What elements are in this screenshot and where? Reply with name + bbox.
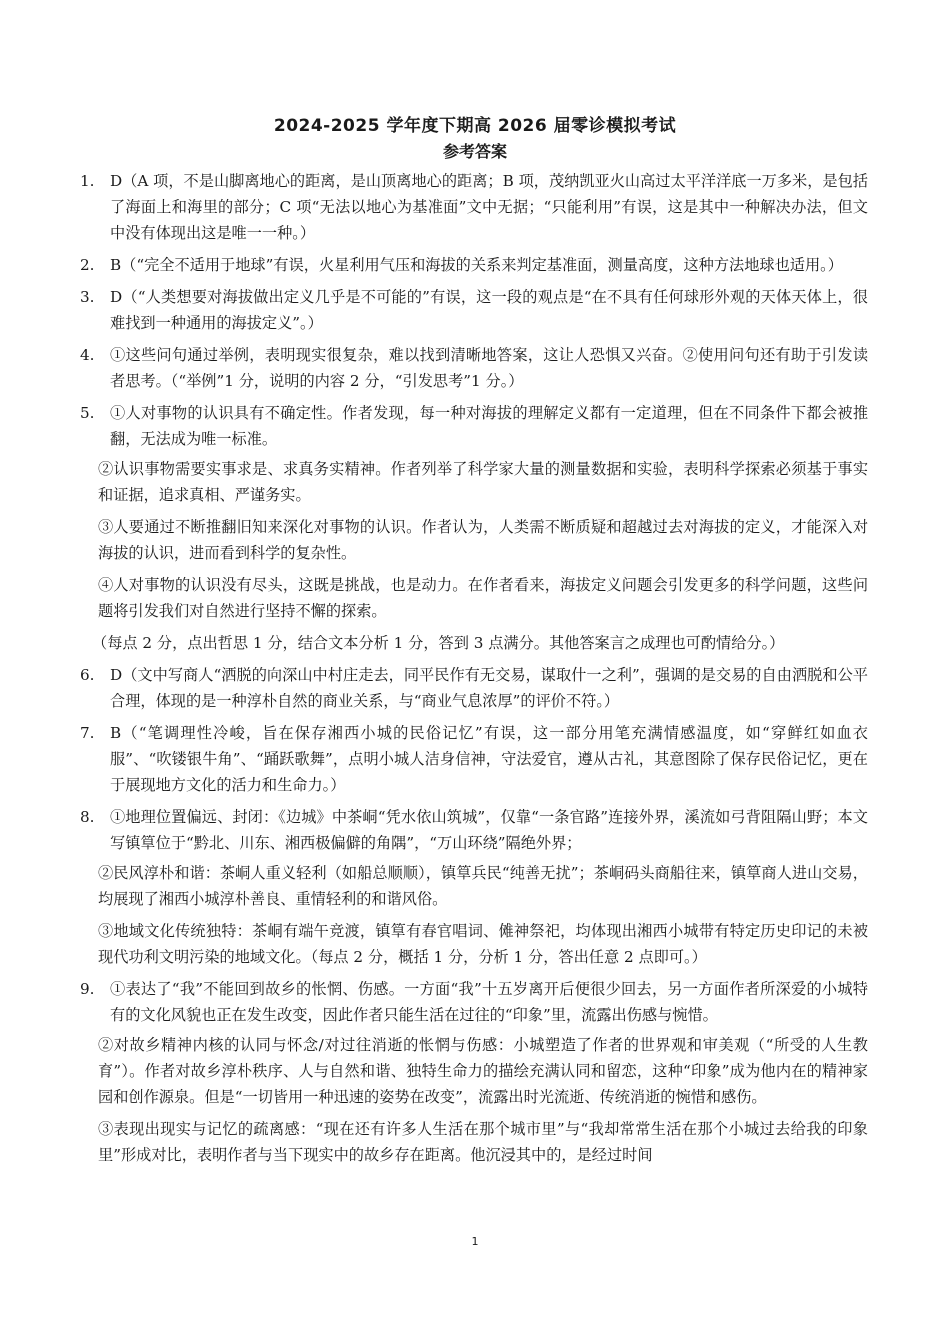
- answer-number: 5.: [80, 404, 95, 422]
- answer-item-9: [80, 976, 868, 1028]
- answer-text: ①这些问句通过举例，表明现实很复杂，难以找到清晰地答案，这让人恐惧又兴奋。②使用问句还有助于引发读者思考。（“举例”1 分，说明的内容 2 分，“引发思考”1 分。）: [110, 346, 868, 390]
- answer-number: 4.: [80, 346, 95, 364]
- answer-number: 3.: [80, 288, 95, 306]
- answer-item-8: [80, 804, 868, 856]
- answer-text: B（“完全不适用于地球”有误，火星利用气压和海拔的关系来判定基准面，测量高度，这种方法地球也适用。）: [110, 256, 843, 274]
- answer-item-1: [80, 168, 868, 246]
- answer-item-2: [80, 252, 868, 278]
- answer-point: ③人要通过不断推翻旧知来深化对事物的认识。作者认为，人类需不断质疑和超越过去对海拔的定义，才能深入对海拔的认识，进而看到科学的复杂性。: [98, 518, 868, 562]
- answer-point: ①人对事物的认识具有不确定性。作者发现，每一种对海拔的理解定义都有一定道理，但在不同条件下都会被推翻，无法成为唯一标准。: [110, 404, 868, 448]
- answer-point: ②对故乡精神内核的认同与怀念/对过往消逝的怅惘与伤感：小城塑造了作者的世界观和审美观（“所受的人生教育”）。作者对故乡淳朴秩序、人与自然和谐、独特生命力的描绘充满认同和留恋，这种“印象”成为他内在的精神家园和创作源泉。但是“一切皆用一种迅速的姿势在改变”，流露出时光流逝、传统消逝的惋惜和感伤。: [98, 1036, 868, 1106]
- answer-item-4: [80, 342, 868, 394]
- answer-item-5: [80, 400, 868, 452]
- answer-number: 1.: [80, 172, 95, 190]
- answer-text: D（“人类想要对海拔做出定义几乎是不可能的”有误，这一段的观点是“在不具有任何球形外观的天体天体上，很难找到一种通用的海拔定义”。）: [110, 288, 868, 332]
- answer-point: ③地域文化传统独特：茶峒有端午竞渡，镇筸有春官唱词、傩神祭祀，均体现出湘西小城带有特定历史印记的未被现代功利文明污染的地域文化。（每点 2 分，概括 1 分，分析 1 分，答出任意 2 点即可。）: [98, 922, 868, 966]
- answer-number: 2.: [80, 256, 95, 274]
- answer-number: 7.: [80, 724, 95, 742]
- answer-point: ①表达了“我”不能回到故乡的怅惘、伤感。一方面“我”十五岁离开后便很少回去，另一方面作者所深爱的小城特有的文化风貌也正在发生改变，因此作者只能生活在过往的“印象”里，流露出伤感与惋惜。: [110, 980, 868, 1024]
- answer-point: ③表现出现实与记忆的疏离感：“现在还有许多人生活在那个城市里”与“我却常常生活在那个小城过去给我的印象里”形成对比，表明作者与当下现实中的故乡存在距离。他沉浸其中的，是经过时间: [98, 1120, 868, 1164]
- answer-item-7: [80, 720, 868, 798]
- answer-item-3: [80, 284, 868, 336]
- answer-text: B（“笔调理性冷峻，旨在保存湘西小城的民俗记忆”有误，这一部分用笔充满情感温度，如“穿鲜红如血衣服”、“吹镂银牛角”、“踊跃歌舞”，点明小城人洁身信神，守法爱官，遵从古礼，其意图除了保存民俗记忆，更在于展现地方文化的活力和生命力。）: [110, 724, 868, 794]
- page-number: 1: [471, 1235, 479, 1248]
- answer-point: ②民风淳朴和谐：茶峒人重义轻利（如船总顺顺），镇筸兵民“纯善无扰”；茶峒码头商船往来，镇筸商人进山交易，均展现了湘西小城淳朴善良、重情轻利的和谐风俗。: [98, 864, 868, 908]
- answer-text: D（A 项，不是山脚离地心的距离，是山顶离地心的距离；B 项，茂纳凯亚火山高过太平洋洋底一万多米，是包括了海面上和海里的部分；C 项“无法以地心为基准面”文中无据；“只能利用”有误，这是其中一种解决办法，但文中没有体现出这是唯一一种。）: [110, 172, 868, 242]
- scoring-note: （每点 2 分，点出哲思 1 分，结合文本分析 1 分，答到 3 点满分。其他答案言之成理也可酌情给分。）: [92, 634, 785, 652]
- answer-point: ①地理位置偏远、封闭：《边城》中茶峒“凭水依山筑城”，仅靠“一条官路”连接外界，溪流如弓背阻隔山野；本文写镇筸位于“黔北、川东、湘西极偏僻的角隅”，“万山环绕”隔绝外界；: [110, 808, 868, 852]
- answer-point: ④人对事物的认识没有尽头，这既是挑战，也是动力。在作者看来，海拔定义问题会引发更多的科学问题，这些问题将引发我们对自然进行坚持不懈的探索。: [98, 576, 868, 620]
- page-subtitle: 参考答案: [442, 142, 507, 161]
- answer-list: [80, 168, 868, 1174]
- answer-text: D（文中写商人“洒脱的向深山中村庄走去，同平民作有无交易，谋取什一之利”，强调的是交易的自由洒脱和公平合理，体现的是一种淳朴自然的商业关系，与“商业气息浓厚”的评价不符。）: [110, 666, 868, 710]
- answer-item-6: [80, 662, 868, 714]
- page-title: 2024-2025 学年度下期高 2026 届零诊模拟考试: [273, 116, 677, 136]
- answer-number: 9.: [80, 980, 95, 998]
- answer-number: 6.: [80, 666, 95, 684]
- answer-number: 8.: [80, 808, 95, 826]
- answer-point: ②认识事物需要实事求是、求真务实精神。作者列举了科学家大量的测量数据和实验，表明科学探索必须基于事实和证据，追求真相、严谨务实。: [98, 460, 868, 504]
